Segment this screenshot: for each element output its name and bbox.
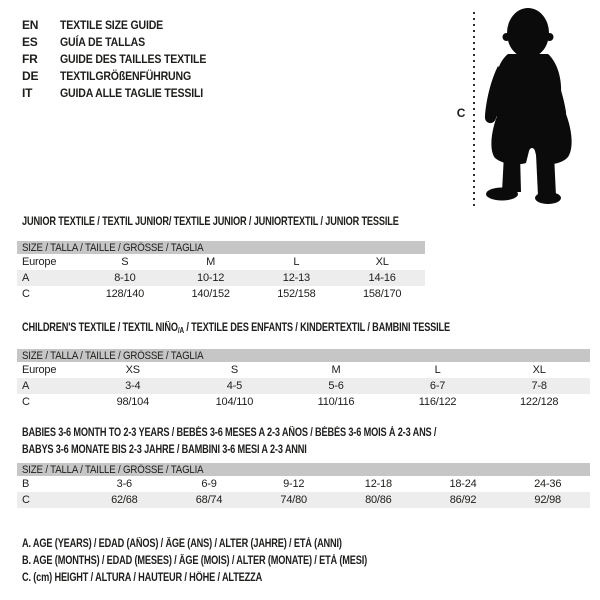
value-cell: 8-10 xyxy=(114,272,136,284)
babies-section-title-line2: BABYS 3-6 MONATE BIS 2-3 JAHRE / BAMBINI 3-6 MESI A 2-3 ANNI xyxy=(22,444,307,456)
value-cell: 116/122 xyxy=(418,396,457,408)
value-cell: 110/116 xyxy=(317,396,355,408)
language-title: GUIDE DES TAILLES TEXTILE xyxy=(60,51,207,66)
language-code: FR xyxy=(22,51,38,66)
height-dotted-line xyxy=(473,12,475,206)
language-list xyxy=(22,16,226,101)
language-row-de xyxy=(22,67,226,84)
junior-section-title: JUNIOR TEXTILE / TEXTIL JUNIOR/ TEXTILE JUNIOR / JUNIORTEXTIL / JUNIOR TESSILE xyxy=(22,216,399,228)
value-cell: 74/80 xyxy=(280,494,307,506)
size-cell: XS xyxy=(125,364,140,376)
value-cell: 68/74 xyxy=(195,494,223,506)
value-cell: 140/152 xyxy=(191,288,230,300)
value-cell: 62/68 xyxy=(111,494,138,506)
value-cell: 86/92 xyxy=(449,494,477,506)
value-cell: 7-8 xyxy=(531,380,547,392)
table-row-sizes xyxy=(17,254,425,270)
row-label: Europe xyxy=(22,256,57,268)
size-cell: L xyxy=(293,256,300,268)
table-row-sizes xyxy=(17,362,590,378)
size-header-bar: SIZE / TALLA / TAILLE / GRÖSSE / TAGLIA xyxy=(17,463,590,476)
value-cell: 3-6 xyxy=(116,478,132,490)
value-cell: 6-7 xyxy=(429,380,446,392)
value-cell: 92/98 xyxy=(534,494,561,506)
language-code: ES xyxy=(22,34,38,49)
value-cell: 122/128 xyxy=(519,396,559,408)
height-measure-label: C xyxy=(456,106,466,120)
row-label: Europe xyxy=(22,364,57,376)
table-row-height xyxy=(17,492,590,508)
value-cell: 104/110 xyxy=(215,396,254,408)
children-section-title: CHILDREN'S TEXTILE / TEXTIL NIÑO/A / TEXTILE DES ENFANTS / KINDERTEXTIL / BAMBINI TESSILE xyxy=(22,322,450,335)
size-cell: L xyxy=(434,364,441,376)
table-row-height xyxy=(17,286,425,302)
language-title: GUÍA DE TALLAS xyxy=(60,34,145,49)
babies-section-title-line1: BABIES 3-6 MONTH TO 2-3 YEARS / BEBÉS 3-6 MESES A 2-3 AÑOS / BÉBÉS 3-6 MOIS À 2-3 ANS / xyxy=(22,427,437,439)
table-row-age xyxy=(17,378,590,394)
size-cell: M xyxy=(331,364,341,376)
language-code: EN xyxy=(22,17,39,32)
value-cell: 12-18 xyxy=(364,478,392,490)
language-title: TEXTILE SIZE GUIDE xyxy=(60,17,164,32)
footnotes xyxy=(22,536,453,587)
value-cell: 24-36 xyxy=(534,478,562,490)
row-label: B xyxy=(22,478,30,490)
table-row-height xyxy=(17,394,590,410)
row-label: A xyxy=(22,380,30,392)
value-cell: 10-12 xyxy=(197,272,225,284)
size-cell: XL xyxy=(532,364,546,376)
footnote-a: A. AGE (YEARS) / EDAD (AÑOS) / ÂGE (ANS) / ALTER (JAHRE) / ETÀ (ANNI) xyxy=(22,538,342,550)
value-cell: 6-9 xyxy=(201,478,217,490)
row-label: C xyxy=(22,396,30,408)
children-size-table xyxy=(17,349,590,410)
value-cell: 4-5 xyxy=(226,380,243,392)
size-cell: M xyxy=(206,256,216,268)
subscript-a: /A xyxy=(177,326,184,335)
row-label: A xyxy=(22,272,30,284)
value-cell: 128/140 xyxy=(105,288,145,300)
value-cell: 98/104 xyxy=(116,396,150,408)
value-cell: 80/86 xyxy=(365,494,392,506)
value-cell: 3-4 xyxy=(125,380,141,392)
row-label: C xyxy=(22,494,30,506)
babies-size-table xyxy=(17,463,590,508)
junior-size-table xyxy=(17,241,425,302)
value-cell: 14-16 xyxy=(368,272,396,284)
value-cell: 5-6 xyxy=(328,380,344,392)
value-cell: 18-24 xyxy=(449,478,477,490)
language-row-en xyxy=(22,16,226,33)
language-row-fr xyxy=(22,50,226,67)
value-cell: 158/170 xyxy=(362,288,402,300)
baby-silhouette-icon xyxy=(484,4,596,212)
size-cell: S xyxy=(230,364,238,376)
value-cell: 152/158 xyxy=(277,288,316,300)
language-row-it xyxy=(22,84,226,101)
table-row-age-months xyxy=(17,476,590,492)
size-cell: S xyxy=(121,256,129,268)
footnote-b: B. AGE (MONTHS) / EDAD (MESES) / ÂGE (MOIS) / ALTER (MONATE) / ETÀ (MESI) xyxy=(22,555,368,567)
language-row-es xyxy=(22,33,226,50)
language-code: DE xyxy=(22,68,39,83)
size-header-bar: SIZE / TALLA / TAILLE / GRÖSSE / TAGLIA xyxy=(17,349,590,362)
row-label: C xyxy=(22,288,30,300)
value-cell: 9-12 xyxy=(283,478,305,490)
size-header-bar: SIZE / TALLA / TAILLE / GRÖSSE / TAGLIA xyxy=(17,241,425,254)
language-title: TEXTILGRÖßENFÜHRUNG xyxy=(60,68,192,83)
language-title: GUIDA ALLE TAGLIE TESSILI xyxy=(60,85,204,100)
size-cell: XL xyxy=(375,256,389,268)
language-code: IT xyxy=(22,85,33,100)
table-row-age xyxy=(17,270,425,286)
footnote-c: C. (cm) HEIGHT / ALTURA / HAUTEUR / HÖHE / ALTEZZA xyxy=(22,572,263,584)
value-cell: 12-13 xyxy=(282,272,310,284)
